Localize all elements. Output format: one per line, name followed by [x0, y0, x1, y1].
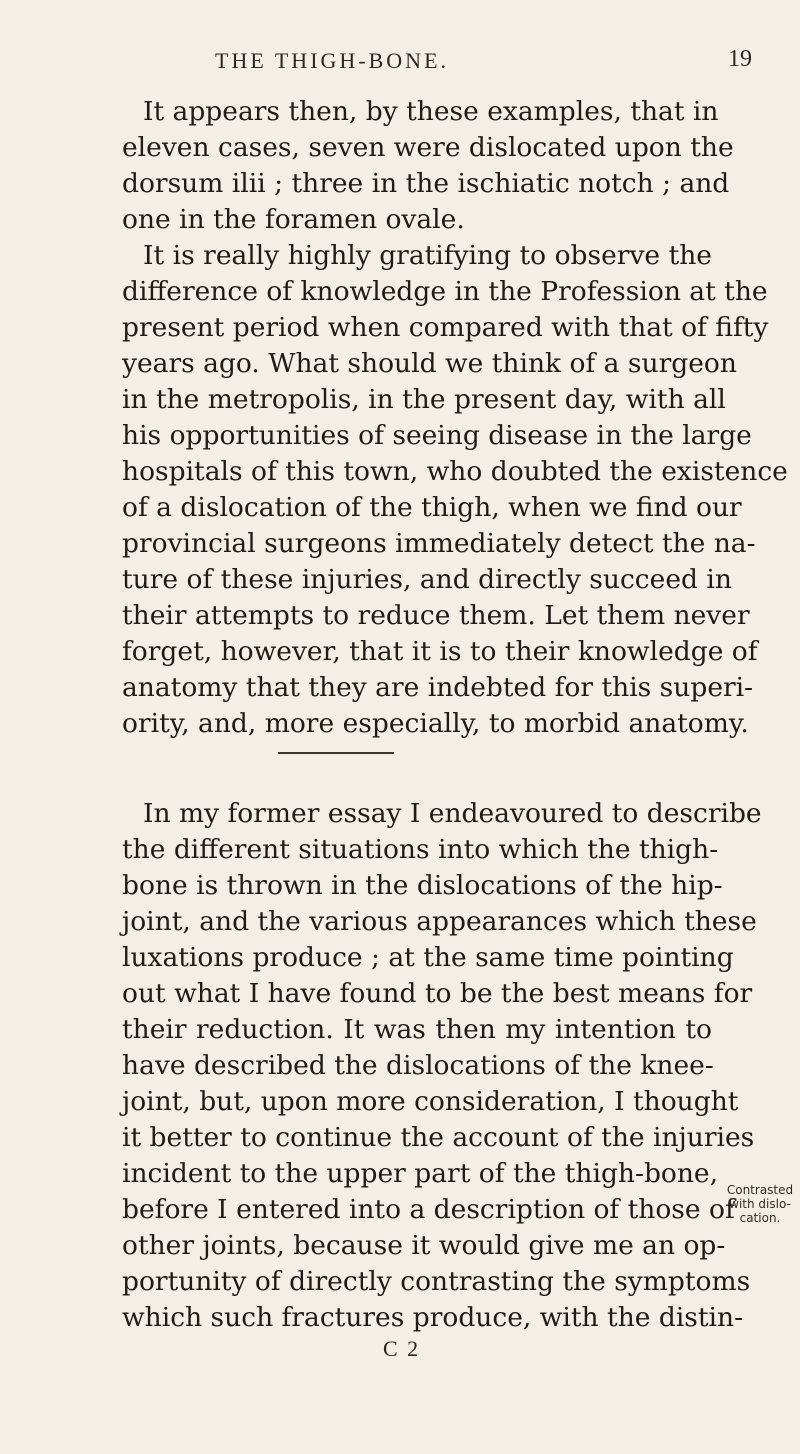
- text-line: the different situations into which the thigh-: [122, 834, 719, 865]
- text-line: other joints, because it would give me an op-: [122, 1230, 726, 1261]
- running-head: [0, 48, 800, 78]
- text-line: have described the dislocations of the knee-: [122, 1050, 714, 1081]
- text-line: eleven cases, seven were dislocated upon the: [122, 132, 734, 163]
- running-head-title: THE THIGH-BONE.: [215, 48, 450, 73]
- margin-note-line: with dislo-: [729, 1197, 791, 1211]
- text-line: one in the foramen ovale.: [122, 204, 465, 235]
- text-line: dorsum ilii ; three in the ischiatic notch ; and: [122, 168, 730, 199]
- text-line: present period when compared with that of fifty: [122, 312, 769, 343]
- section-divider: [278, 752, 394, 754]
- text-line: out what I have found to be the best means for: [122, 978, 753, 1009]
- text-line: it better to continue the account of the injuries: [122, 1122, 755, 1153]
- text-line: years ago. What should we think of a surgeon: [122, 348, 737, 379]
- page-number: 19: [728, 46, 752, 72]
- margin-note-line: cation.: [739, 1211, 781, 1225]
- text-line: forget, however, that it is to their knowledge of: [122, 636, 758, 667]
- text-line: before I entered into a description of those of: [122, 1194, 735, 1225]
- text-line: bone is thrown in the dislocations of the hip-: [122, 870, 723, 901]
- text-line: his opportunities of seeing disease in the large: [122, 420, 752, 451]
- text-line: of a dislocation of the thigh, when we find our: [122, 492, 742, 523]
- text-line: In my former essay I endeavoured to describe: [143, 798, 762, 829]
- text-line: anatomy that they are indebted for this superi-: [122, 672, 754, 703]
- text-line: ority, and, more especially, to morbid anatomy.: [122, 708, 749, 739]
- text-line: provincial surgeons immediately detect the na-: [122, 528, 756, 559]
- text-line: luxations produce ; at the same time pointing: [122, 942, 734, 973]
- text-line: ture of these injuries, and directly succeed in: [122, 564, 732, 595]
- text-line: their reduction. It was then my intention to: [122, 1014, 712, 1045]
- text-line: which such fractures produce, with the distin-: [122, 1302, 744, 1333]
- text-line: their attempts to reduce them. Let them never: [122, 600, 750, 631]
- margin-note: [720, 1183, 800, 1225]
- signature-mark: C 2: [383, 1336, 421, 1361]
- text-line: difference of knowledge in the Profession at the: [122, 276, 768, 307]
- text-line: It appears then, by these examples, that in: [143, 96, 719, 127]
- text-line: It is really highly gratifying to observe the: [143, 240, 712, 271]
- margin-note-line: Contrasted: [726, 1183, 794, 1197]
- text-line: joint, but, upon more consideration, I thought: [122, 1086, 739, 1117]
- text-line: in the metropolis, in the present day, with all: [122, 384, 726, 415]
- text-line: portunity of directly contrasting the symptoms: [122, 1266, 751, 1297]
- text-line: hospitals of this town, who doubted the existence: [122, 456, 788, 487]
- text-line: joint, and the various appearances which these: [122, 906, 757, 937]
- text-line: incident to the upper part of the thigh-bone,: [122, 1158, 719, 1189]
